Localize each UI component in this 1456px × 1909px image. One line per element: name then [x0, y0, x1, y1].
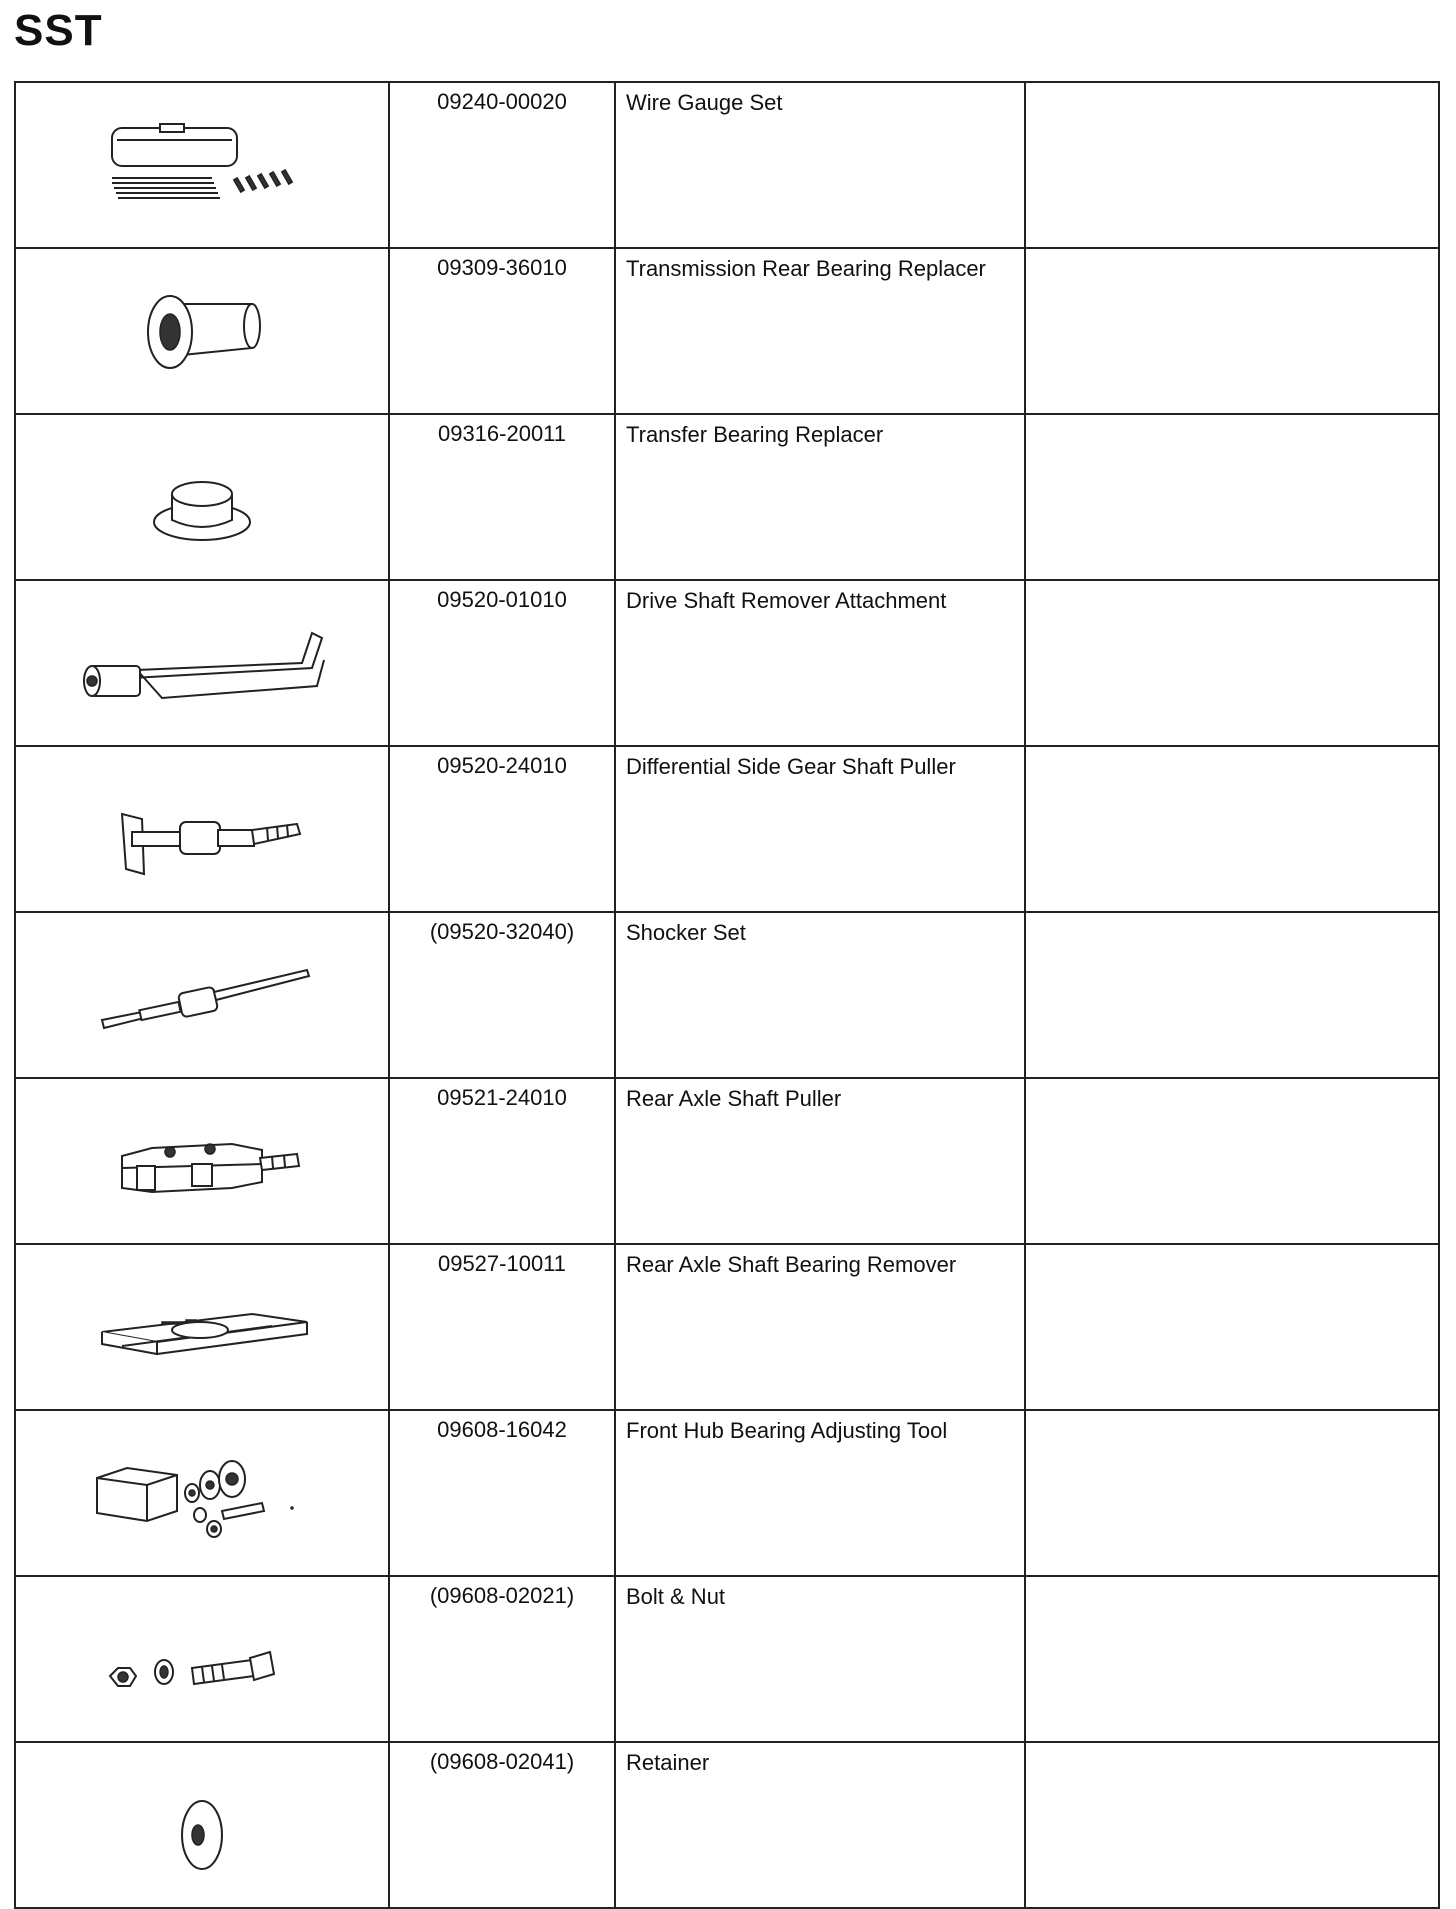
sst-table — [14, 81, 1440, 1909]
table-row — [15, 414, 1439, 580]
transfer-bearing-replacer-icon — [102, 442, 302, 552]
part-number: 09608-16042 — [389, 1410, 615, 1576]
part-number: 09520-01010 — [389, 580, 615, 746]
part-number: 09309-36010 — [389, 248, 615, 414]
notes-cell — [1025, 1410, 1439, 1576]
part-number: 09240-00020 — [389, 82, 615, 248]
notes-cell — [1025, 912, 1439, 1078]
notes-cell — [1025, 1244, 1439, 1410]
tool-name: Differential Side Gear Shaft Puller — [615, 746, 1025, 912]
tool-image — [15, 1576, 389, 1742]
notes-cell — [1025, 580, 1439, 746]
notes-cell — [1025, 1078, 1439, 1244]
tool-image — [15, 82, 389, 248]
shocker-set-icon — [82, 940, 322, 1050]
table-row — [15, 1576, 1439, 1742]
tool-image — [15, 1244, 389, 1410]
drive-shaft-remover-icon — [62, 608, 342, 718]
table-row — [15, 82, 1439, 248]
notes-cell — [1025, 1742, 1439, 1908]
notes-cell — [1025, 82, 1439, 248]
wire-gauge-set-icon — [92, 110, 312, 220]
table-row — [15, 1410, 1439, 1576]
notes-cell — [1025, 248, 1439, 414]
table-row — [15, 1244, 1439, 1410]
part-number: 09521-24010 — [389, 1078, 615, 1244]
tool-name: Wire Gauge Set — [615, 82, 1025, 248]
tool-image — [15, 912, 389, 1078]
rear-axle-shaft-puller-icon — [92, 1106, 312, 1216]
tool-image — [15, 1410, 389, 1576]
part-number: (09520-32040) — [389, 912, 615, 1078]
tool-image — [15, 746, 389, 912]
table-row — [15, 1078, 1439, 1244]
page-title: SST — [14, 6, 103, 55]
table-row — [15, 746, 1439, 912]
tool-image — [15, 1078, 389, 1244]
tool-name: Front Hub Bearing Adjusting Tool — [615, 1410, 1025, 1576]
table-row — [15, 248, 1439, 414]
tool-name: Rear Axle Shaft Puller — [615, 1078, 1025, 1244]
part-number: 09316-20011 — [389, 414, 615, 580]
notes-cell — [1025, 746, 1439, 912]
bearing-replacer-icon — [102, 276, 302, 386]
tool-name: Retainer — [615, 1742, 1025, 1908]
table-row — [15, 580, 1439, 746]
part-number: (09608-02021) — [389, 1576, 615, 1742]
tool-name: Drive Shaft Remover Attachment — [615, 580, 1025, 746]
bolt-and-nut-icon — [92, 1604, 312, 1714]
notes-cell — [1025, 414, 1439, 580]
part-number: (09608-02041) — [389, 1742, 615, 1908]
tool-image — [15, 580, 389, 746]
part-number: 09527-10011 — [389, 1244, 615, 1410]
hub-bearing-tool-icon — [82, 1433, 322, 1553]
bearing-remover-plate-icon — [82, 1272, 322, 1382]
tool-name: Transmission Rear Bearing Replacer — [615, 248, 1025, 414]
notes-cell — [1025, 1576, 1439, 1742]
table-row — [15, 1742, 1439, 1908]
part-number: 09520-24010 — [389, 746, 615, 912]
side-gear-shaft-puller-icon — [92, 774, 312, 884]
tool-image — [15, 414, 389, 580]
tool-name: Transfer Bearing Replacer — [615, 414, 1025, 580]
tool-image — [15, 1742, 389, 1908]
tool-name: Rear Axle Shaft Bearing Remover — [615, 1244, 1025, 1410]
tool-image — [15, 248, 389, 414]
tool-name: Bolt & Nut — [615, 1576, 1025, 1742]
table-row — [15, 912, 1439, 1078]
retainer-washer-icon — [102, 1765, 302, 1885]
tool-name: Shocker Set — [615, 912, 1025, 1078]
